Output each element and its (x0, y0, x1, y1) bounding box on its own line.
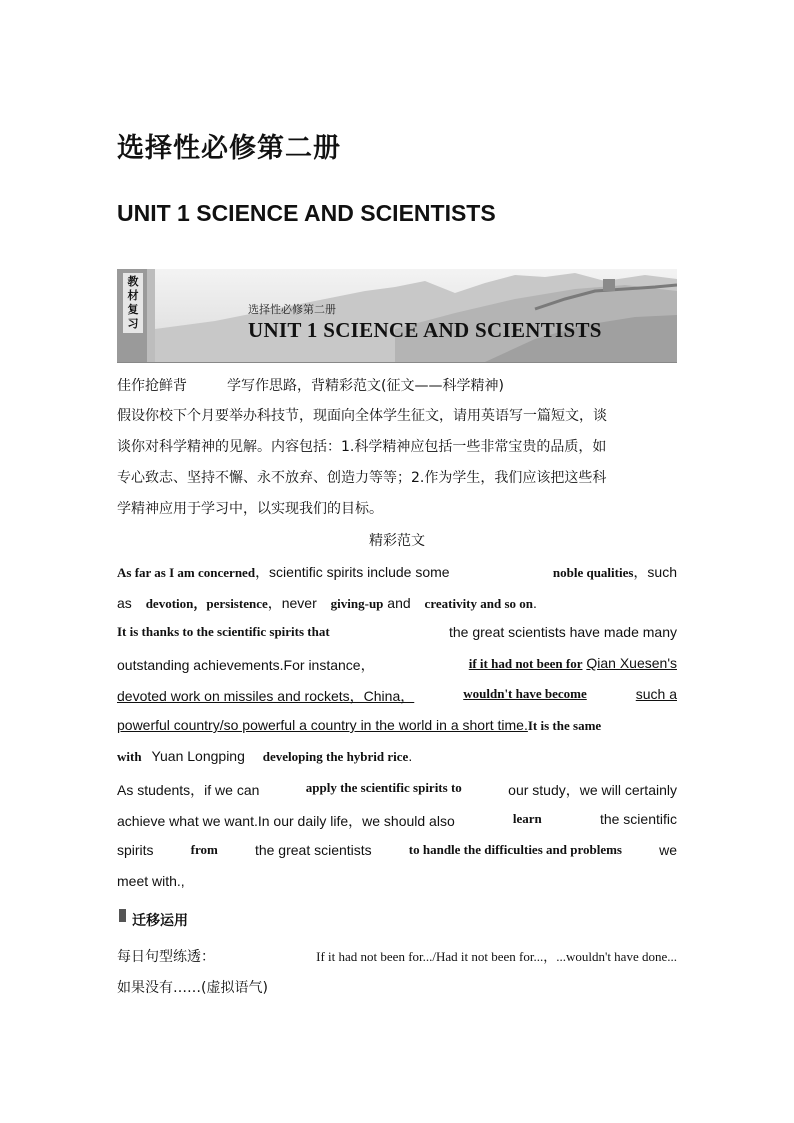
sentence-pattern: If it had not been for.../Had it not been for...，...wouldn't have done... (316, 949, 677, 964)
essay-line-5 (117, 686, 677, 706)
essay-text: ，never (267, 595, 317, 611)
exercise-heading: 迁移运用 (132, 913, 188, 929)
prompt-line: 学精神应用于学习中，以实现我们的目标。 (117, 501, 383, 517)
phrase: devotion，persistence (145, 596, 268, 611)
phrase: giving-up (330, 596, 384, 611)
phrase: if it had not been for (468, 656, 583, 671)
essay-line-10 (117, 842, 677, 858)
phrase: learn (512, 811, 542, 826)
essay-line-4 (117, 655, 677, 675)
essay-text: we (659, 842, 677, 858)
essay-text: powerful country/so powerful a country in the world in a short time. (117, 717, 528, 733)
book-title: 选择性必修第二册 (117, 133, 341, 164)
banner-tab-label: 教材复习 (123, 273, 143, 333)
essay-text: . (408, 748, 413, 764)
essay-line-6 (117, 717, 601, 734)
phrase: wouldn't have become (463, 686, 587, 701)
essay-line-3 (117, 624, 677, 640)
great-wall-landscape-image (155, 269, 677, 362)
essay-line-8 (117, 780, 677, 800)
section-marker-icon (119, 909, 126, 922)
phrase: It is thanks to the scientific spirits that (117, 624, 330, 639)
pattern-meaning: 如果没有……(虚拟语气) (117, 980, 268, 996)
essay-text: as (117, 595, 132, 611)
phrase: As far as I am concerned (117, 565, 256, 580)
prompt-line: 专心致志、坚持不懈、永不放弃、创造力等等；2.作为学生，我们应该把这些科 (117, 470, 607, 486)
phrase: from (190, 842, 218, 857)
essay-text: and (387, 595, 411, 611)
essay-line-11: meet with., (117, 873, 185, 889)
essay-text: As students，if we can (117, 782, 260, 798)
section-label: 佳作抢鲜背 (117, 378, 187, 394)
unit-banner (117, 269, 677, 363)
essay-text: . (533, 595, 537, 611)
essay-text: outstanding achievements.For instance， (117, 657, 375, 673)
exercise-label: 每日句型练透： (117, 949, 215, 965)
intro-heading: 学写作思路，背精彩范文(征文——科学精神) (227, 378, 504, 394)
essay-text: such a (635, 686, 677, 702)
phrase: creativity and so on (424, 596, 534, 611)
phrase: noble qualities (552, 565, 634, 580)
essay-text: Yuan Longping (151, 748, 245, 764)
essay-text: the great scientists have made many (448, 624, 677, 640)
essay-text: our study，we will certainly (508, 782, 677, 798)
essay-line-2 (117, 593, 537, 613)
essay-text: the great scientists (254, 842, 372, 858)
banner-subtitle: 选择性必修第二册 (248, 303, 336, 316)
essay-text: spirits (117, 842, 154, 858)
prompt-line: 假设你校下个月要举办科技节，现面向全体学生征文，请用英语写一篇短文，谈 (117, 408, 607, 424)
phrase: It is the same (527, 718, 602, 733)
banner-title: UNIT 1 SCIENCE AND SCIENTISTS (248, 318, 602, 342)
essay-text: ，scientific spirits include some (255, 564, 450, 580)
prompt-line: 谈你对科学精神的见解。内容包括：1.科学精神应包括一些非常宝贵的品质，如 (117, 439, 607, 455)
essay-text: achieve what we want.In our daily life，we should also (117, 813, 455, 829)
phrase: to handle the difficulties and problems (408, 842, 622, 857)
essay-line-1 (117, 562, 677, 582)
essay-text: ，such (633, 564, 677, 580)
banner-tab-stripe (147, 269, 155, 362)
intro-line (117, 375, 504, 395)
exercise-pattern-line (117, 946, 677, 966)
phrase: with (117, 749, 142, 764)
phrase: developing the hybrid rice (262, 749, 409, 764)
unit-heading: UNIT 1 SCIENCE AND SCIENTISTS (117, 200, 496, 226)
phrase: apply the scientific spirits to (305, 780, 462, 795)
model-essay-title: 精彩范文 (369, 533, 425, 549)
essay-text: the scientific (599, 811, 677, 827)
essay-text: devoted work on missiles and rockets，China， (117, 688, 415, 704)
essay-line-9 (117, 811, 677, 831)
essay-line-7 (117, 748, 412, 765)
essay-text: Qian Xuesen's (586, 655, 677, 671)
